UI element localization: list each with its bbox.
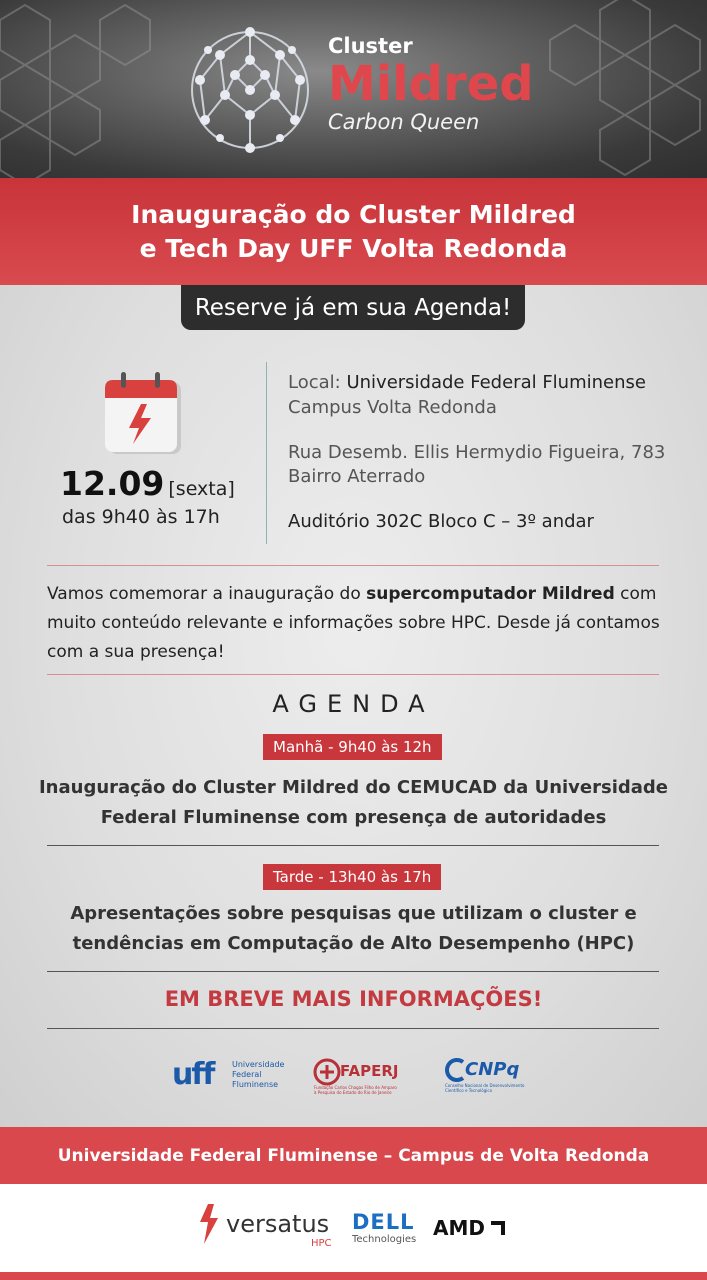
amd-text: AMD <box>433 1216 485 1240</box>
date-value: 12.09 <box>60 464 165 503</box>
versatus-logo <box>198 1204 338 1254</box>
event-time: das 9h40 às 17h <box>62 506 220 528</box>
intro-bold: supercomputador Mildred <box>366 584 615 604</box>
footer-band: Universidade Federal Fluminense – Campus de Volta Redonda <box>0 1127 707 1184</box>
reserve-banner: Reserve já em sua Agenda! <box>181 285 525 330</box>
faperj-logo <box>312 1055 427 1099</box>
cnpq-emblem-icon <box>443 1057 467 1083</box>
faperj-emblem-icon <box>312 1057 342 1087</box>
versatus-bolt-icon <box>198 1204 220 1244</box>
dell-text: DELL <box>352 1210 415 1234</box>
faperj-subtitle <box>314 1085 429 1095</box>
intro-text <box>47 580 667 667</box>
morning-badge: Manhã - 9h40 às 12h <box>263 734 442 760</box>
versatus-text: versatus <box>226 1210 330 1238</box>
afternoon-description <box>0 899 707 959</box>
intro-part2: com muito conteúdo relevante e informações sobre HPC. Desde já contamos com a sua presença! <box>47 584 660 662</box>
amd-logo <box>433 1216 513 1246</box>
footer-logos <box>0 1184 707 1272</box>
title-mildred: Mildred <box>328 56 534 112</box>
divider <box>47 674 659 675</box>
location-label: Local: <box>288 372 341 393</box>
morning-line2: Federal Fluminense com presença de autoridades <box>100 807 607 828</box>
title-subtitle: Carbon Queen <box>328 110 480 134</box>
uff-mark: uff <box>172 1057 214 1092</box>
title-cluster: Cluster <box>328 34 413 58</box>
cnpq-text: CNPq <box>465 1059 520 1080</box>
afternoon-badge: Tarde - 13h40 às 17h <box>263 864 441 890</box>
faperj-sub1: Fundação Carlos Chagas Filho de Amparo <box>314 1085 397 1090</box>
vertical-divider <box>266 362 267 544</box>
faperj-sub2: à Pesquisa do Estado do Rio de Janeiro <box>314 1090 392 1095</box>
agenda-title: AGENDA <box>272 690 435 718</box>
room: Auditório 302C Bloco C – 3º andar <box>288 511 594 532</box>
divider <box>47 565 659 566</box>
uff-line2: Federal <box>232 1070 262 1079</box>
title-block <box>328 34 534 134</box>
street-address: Rua Desemb. Ellis Hermydio Figueira, 783 <box>288 442 666 463</box>
dell-logo <box>352 1210 422 1250</box>
event-title-line2: e Tech Day UFF Volta Redonda <box>139 233 568 263</box>
calendar-icon <box>103 372 185 458</box>
morning-description <box>0 773 707 833</box>
divider <box>47 1028 659 1029</box>
versatus-hpc: HPC <box>311 1238 332 1249</box>
afternoon-line1: Apresentações sobre pesquisas que utilizam o cluster e <box>70 903 637 924</box>
cnpq-subtitle <box>445 1083 545 1093</box>
cnpq-sub1: Conselho Nacional de Desenvolvimento <box>445 1083 525 1088</box>
uff-text <box>232 1060 312 1090</box>
event-title-band <box>0 178 707 285</box>
afternoon-line2: tendências em Computação de Alto Desempenho (HPC) <box>72 933 635 954</box>
weekday: [sexta] <box>168 478 235 500</box>
bottom-strip <box>0 1272 707 1280</box>
uff-line3: Fluminense <box>232 1080 279 1089</box>
divider <box>47 845 659 846</box>
amd-arrow-icon <box>491 1221 505 1235</box>
uff-line1: Universidade <box>232 1060 285 1069</box>
district: Bairro Aterrado <box>288 466 426 487</box>
dell-subtitle: Technologies <box>352 1234 417 1245</box>
event-title-line1: Inauguração do Cluster Mildred <box>131 199 576 229</box>
more-info-text: EM BREVE MAIS INFORMAÇÕES! <box>164 987 543 1011</box>
intro-part1: Vamos comemorar a inauguração do <box>47 584 367 604</box>
morning-line1: Inauguração do Cluster Mildred do CEMUCAD da Universidade <box>38 777 669 798</box>
location-line <box>288 372 646 393</box>
faperj-text: FAPERJ <box>340 1062 399 1080</box>
cnpq-logo <box>443 1055 543 1099</box>
cnpq-sub2: Científico e Tecnológico <box>445 1088 493 1093</box>
campus: Campus Volta Redonda <box>288 397 497 418</box>
divider <box>47 971 659 972</box>
molecule-icon <box>180 20 320 160</box>
location-name: Universidade Federal Fluminense <box>346 372 646 393</box>
event-date <box>60 464 235 503</box>
header <box>0 0 707 178</box>
